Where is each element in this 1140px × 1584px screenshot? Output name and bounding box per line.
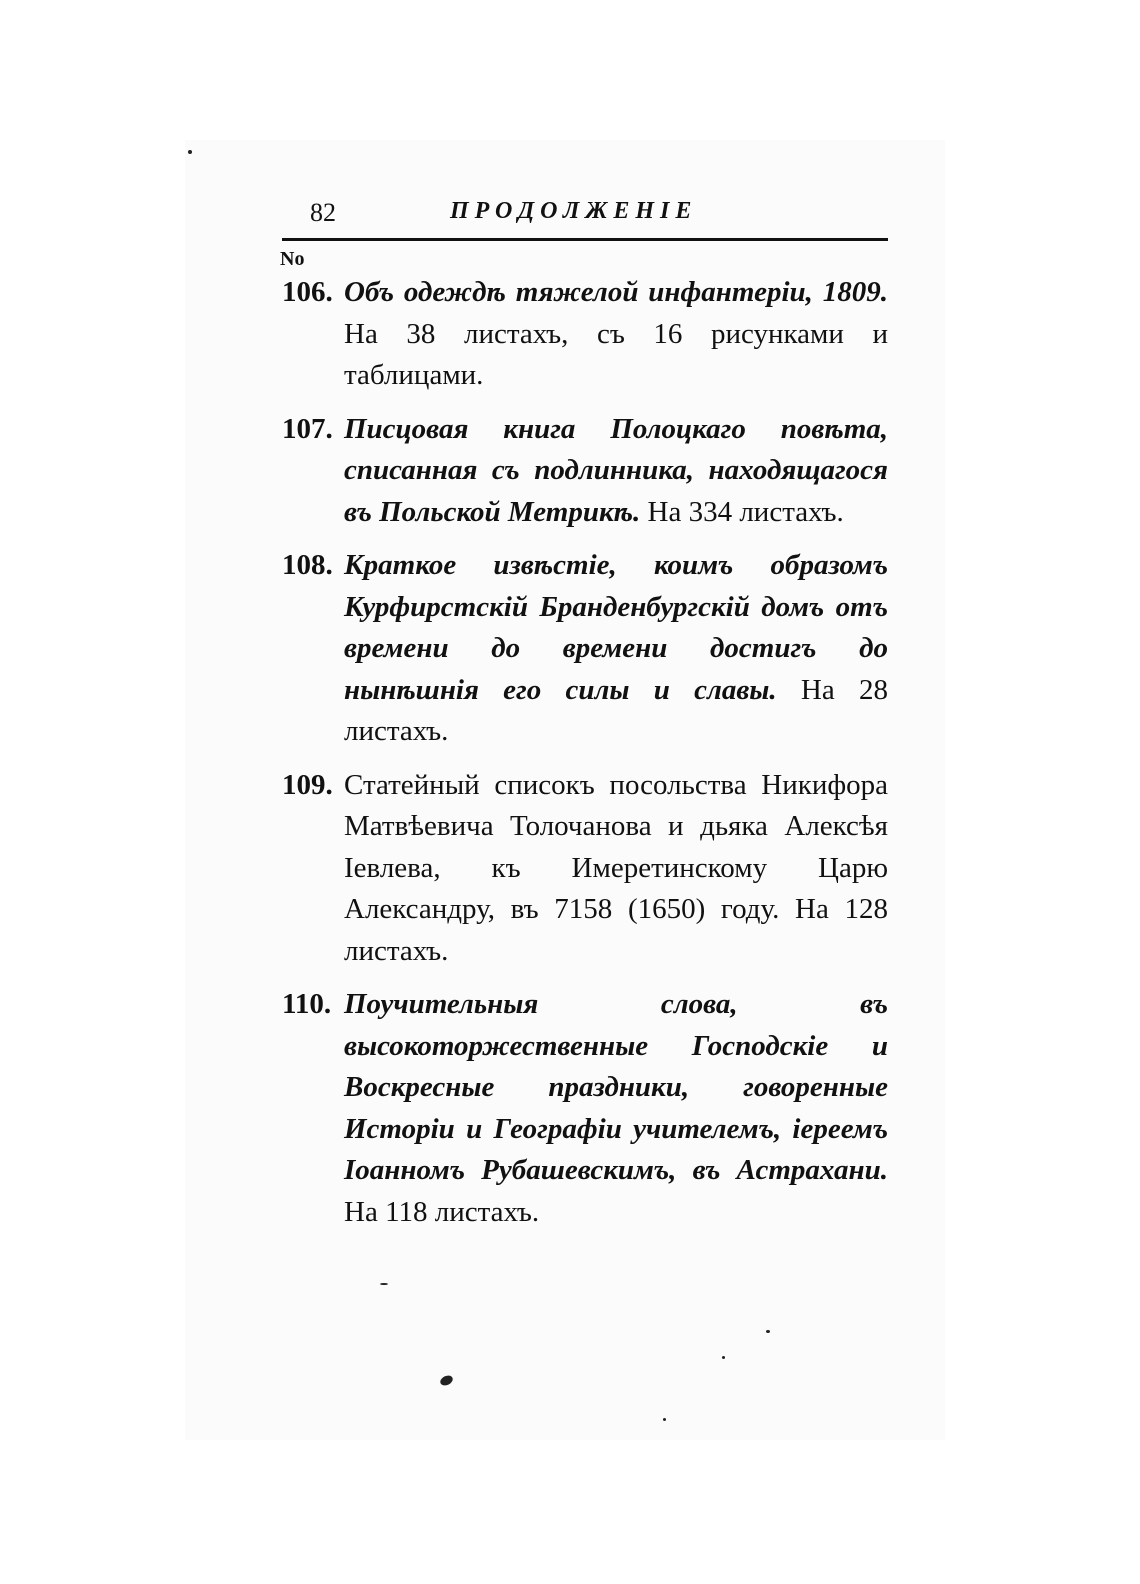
header-rule — [282, 238, 888, 241]
entry-note: На 334 листахъ. — [640, 495, 844, 528]
entry-number: 108. — [282, 549, 333, 581]
scan-speck — [766, 1330, 770, 1333]
entry-text — [344, 545, 888, 753]
entry-110 — [282, 984, 888, 1233]
entry-108 — [282, 545, 888, 753]
entry-title: Объ одеждѣ тяжелой инфантеріи, 1809. — [344, 276, 888, 308]
entry-number: 109. — [282, 768, 333, 801]
entry-text — [344, 272, 888, 397]
entry-number: 110. — [282, 988, 332, 1020]
entry-106 — [282, 272, 888, 397]
header-title: ПРОДОЛЖЕНІЕ — [450, 198, 698, 224]
page-number: 82 — [310, 198, 336, 227]
entry-109 — [282, 765, 888, 973]
entry-note: Статейный списокъ посольства Никифора Матвѣевича Толочанова и дьяка Алексѣя Іевлева, къ Имеретинскому Царю Александру, въ 7158 (1650) году. На 128 листахъ. — [344, 768, 888, 967]
entry-text — [344, 984, 888, 1233]
entry-title: Поучительныя слова, въ высокоторжественные Господскіе и Воскресные праздники, говоренные Исторіи и Географіи учителемъ, іереемъ Іоанномъ Рубашевскимъ, въ Астрахани. — [344, 988, 888, 1186]
running-head — [310, 198, 890, 234]
entry-note: На 28 листахъ. — [344, 673, 888, 747]
entry-title: Краткое извѣстіе, коимъ образомъ Курфирстскій Бранденбургскій домъ отъ времени до времени достигъ до нынѣшнія его силы и славы. — [344, 549, 888, 706]
entry-number: 106. — [282, 276, 333, 308]
scan-speck — [380, 1283, 388, 1285]
column-label: No — [280, 248, 305, 270]
entry-text — [344, 765, 888, 973]
entry-107 — [282, 409, 888, 534]
entry-list — [282, 272, 888, 1245]
scan-speck — [663, 1418, 666, 1421]
entry-note: На 38 листахъ, съ 16 рисунками и таблицами. — [344, 317, 888, 391]
entry-note: На 118 листахъ. — [344, 1195, 540, 1228]
scan-speck — [722, 1356, 725, 1359]
entry-text — [344, 409, 888, 534]
scan-speck — [188, 150, 192, 154]
entry-number: 107. — [282, 412, 333, 445]
entry-title: Писцовая книга Полоцкаго повѣта, списанная съ подлинника, находящагося въ Польской Метрикѣ. — [344, 412, 888, 528]
